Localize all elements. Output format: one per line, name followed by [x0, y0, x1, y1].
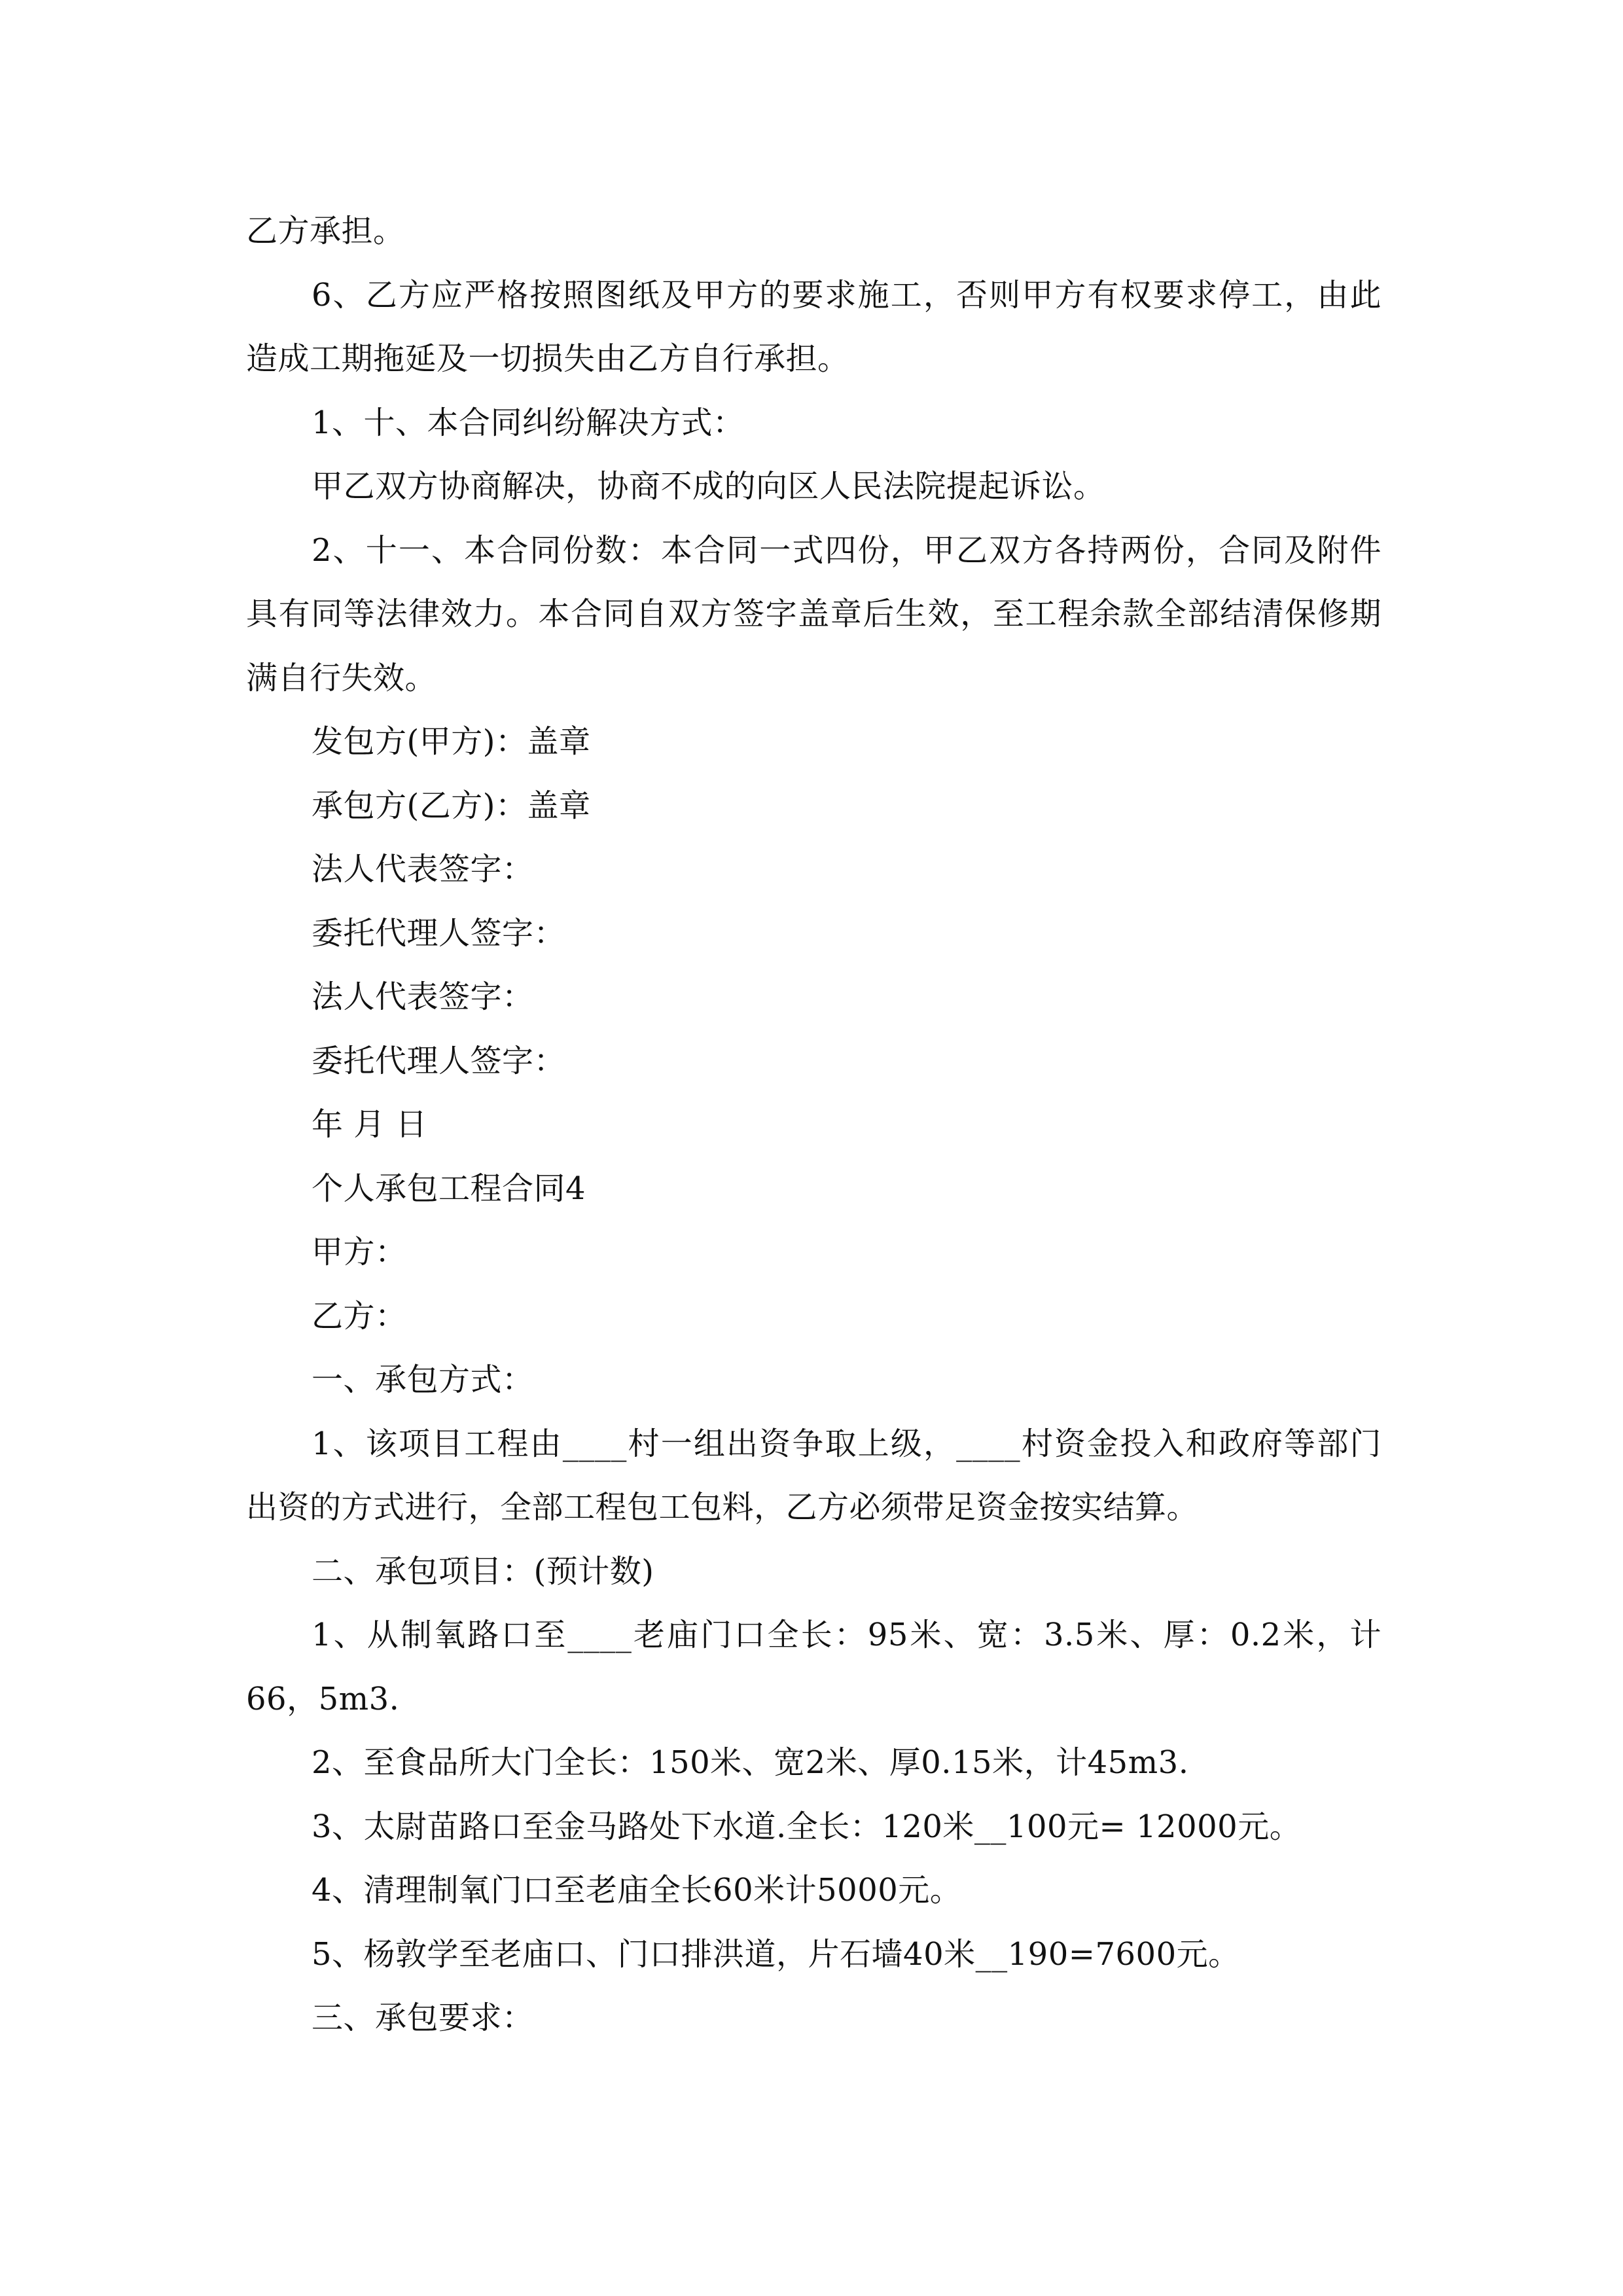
list-item: 5、杨敦学至老庙口、门口排洪道，片石墙40米__190=7600元。: [312, 1935, 1240, 1973]
signature-line: 承包方(乙方)：盖章: [312, 787, 591, 824]
section-heading: 二、承包项目：(预计数): [312, 1552, 654, 1590]
document-body: [246, 200, 1382, 2051]
list-item: 4、清理制氧门口至老庙全长60米计5000元。: [312, 1872, 962, 1909]
paragraph-line: 具有同等法律效力。本合同自双方签字盖章后生效，至工程余款全部结清保修期: [246, 596, 1382, 632]
signature-line: 委托代理人签字：: [312, 914, 566, 952]
list-item: 2、至食品所大门全长：150米、宽2米、厚0.15米，计45m3.: [312, 1744, 1189, 1781]
contract-title: 个人承包工程合同4: [312, 1170, 586, 1207]
party-line: 乙方：: [312, 1297, 407, 1335]
paragraph-line: 1、该项目工程由____村一组出资争取上级，____村资金投入和政府等部门: [312, 1425, 1382, 1462]
section-heading: 一、承包方式：: [312, 1361, 534, 1398]
list-item: 3、太尉苗路口至金马路处下水道.全长：120米__100元= 12000元。: [312, 1808, 1302, 1845]
signature-line: 委托代理人签字：: [312, 1042, 566, 1079]
paragraph-line: 满自行失效。: [246, 659, 437, 696]
list-item: 66，5m3.: [246, 1680, 400, 1717]
paragraph-line: 造成工期拖延及一切损失由乙方自行承担。: [246, 340, 849, 377]
signature-line: 法人代表签字：: [312, 851, 534, 888]
paragraph-line: 甲乙双方协商解决，协商不成的向区人民法院提起诉讼。: [312, 468, 1105, 505]
date-line: 年 月 日: [312, 1106, 428, 1143]
list-item: 1、从制氧路口至____老庙门口全长：95米、宽：3.5米、厚：0.2米，计: [312, 1617, 1382, 1653]
party-line: 甲方：: [312, 1234, 407, 1270]
paragraph-line: 出资的方式进行，全部工程包工包料，乙方必须带足资金按实结算。: [246, 1489, 1199, 1526]
section-heading: 1、十、本合同纠纷解决方式：: [312, 404, 745, 441]
signature-line: 法人代表签字：: [312, 978, 534, 1015]
paragraph-line: 乙方承担。: [246, 213, 405, 249]
signature-line: 发包方(甲方)：盖章: [312, 723, 591, 760]
section-heading: 三、承包要求：: [312, 2000, 534, 2036]
section-heading: 2、十一、本合同份数：本合同一式四份，甲乙双方各持两份，合同及附件: [312, 531, 1382, 569]
paragraph-line: 6、乙方应严格按照图纸及甲方的要求施工，否则甲方有权要求停工，由此: [312, 276, 1382, 314]
